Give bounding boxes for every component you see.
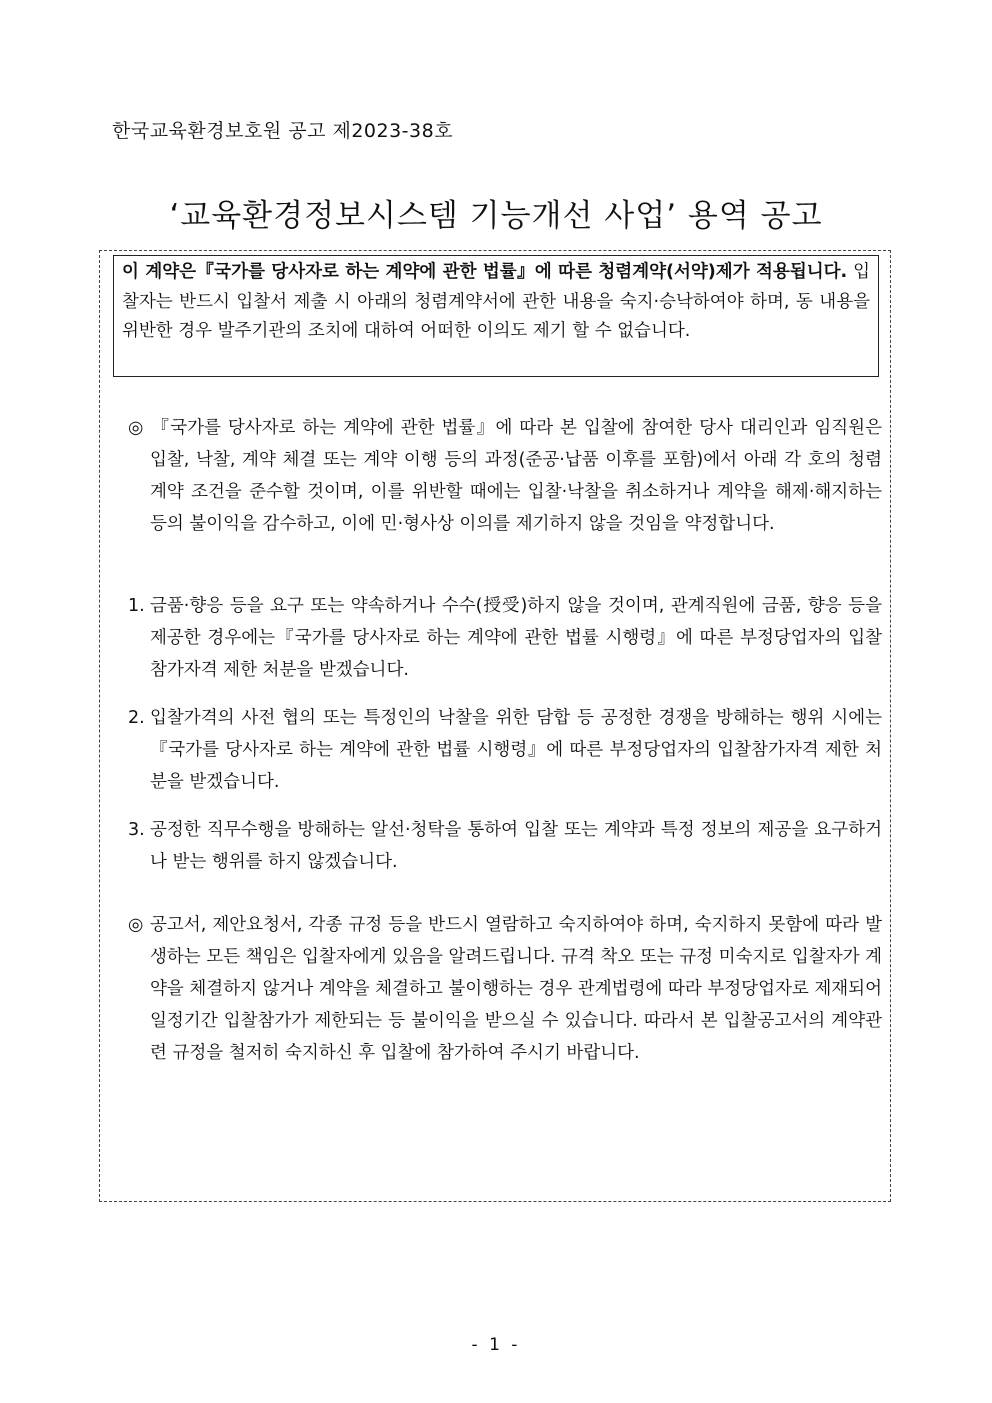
page-number: - 1 -: [471, 1335, 521, 1355]
double-circle-icon: ◎: [128, 915, 144, 935]
clause-text-3: 공정한 직무수행을 방해하는 알선·청탁을 통하여 입찰 또는 계약과 특정 정보의 제공을 요구하거나 받는 행위를 하지 않겠습니다.: [150, 820, 882, 872]
notice-number: 한국교육환경보호원 공고 제2023-38호: [112, 120, 454, 142]
integrity-notice-bold-text: 이 계약은『국가를 당사자로 하는 계약에 관한 법률』에 따른 청렴계약(서약)제가 적용됩니다.: [122, 262, 848, 282]
intro-paragraph: [128, 412, 882, 540]
clause-item-3: [128, 814, 882, 878]
clause-number-3: 3.: [128, 820, 145, 840]
clause-text-2: 입찰가격의 사전 협의 또는 특정인의 낙찰을 위한 담합 등 공정한 경쟁을 방해하는 행위 시에는『국가를 당사자로 하는 계약에 관한 법률 시행령』에 따른 부정당업자의 입찰참가자격 제한 처분을 받겠습니다.: [150, 708, 882, 792]
double-circle-icon: ◎: [128, 418, 144, 438]
clause-number-2: 2.: [128, 708, 145, 728]
closing-paragraph: [128, 909, 882, 1069]
integrity-notice-box: [113, 255, 879, 377]
intro-text: 『국가를 당사자로 하는 계약에 관한 법률』에 따라 본 입찰에 참여한 당사 대리인과 임직원은 입찰, 낙찰, 계약 체결 또는 계약 이행 등의 과정(준공·납품 이후를 포함)에서 아래 각 호의 청렴계약 조건을 준수할 것이며, 이를 위반할 때에는 입찰·낙찰을 취소하거나 계약을 해제·해지하는 등의 불이익을 감수하고, 이에 민·형사상 이의를 제기하지 않을 것임을 약정합니다.: [150, 418, 882, 534]
clause-item-1: [128, 590, 882, 686]
integrity-notice-text: 입찰자는 반드시 입찰서 제출 시 아래의 청렴계약서에 관한 내용을 숙지·승낙하여야 하며, 동 내용을 위반한 경우 발주기관의 조치에 대하여 어떠한 이의도 제기 할 수 없습니다.: [122, 262, 871, 341]
clause-item-2: [128, 702, 882, 798]
page-title: ‘교육환경정보시스템 기능개선 사업’ 용역 공고: [169, 198, 823, 234]
clause-number-1: 1.: [128, 596, 145, 616]
closing-text: 공고서, 제안요청서, 각종 규정 등을 반드시 열람하고 숙지하여야 하며, 숙지하지 못함에 따라 발생하는 모든 책임은 입찰자에게 있음을 알려드립니다. 규격 착오 또는 규정 미숙지로 입찰자가 계약을 체결하지 않거나 계약을 체결하고 불이행하는 경우 관계법령에 따라 부정당업자로 제재되어 일정기간 입찰참가가 제한되는 등 불이익을 받으실 수 있습니다. 따라서 본 입찰공고서의 계약관련 규정을 철저히 숙지하신 후 입찰에 참가하여 주시기 바랍니다.: [150, 915, 883, 1063]
clause-text-1: 금품·향응 등을 요구 또는 약속하거나 수수(授受)하지 않을 것이며, 관계직원에 금품, 향응 등을 제공한 경우에는『국가를 당사자로 하는 계약에 관한 법률 시행령』에 따른 부정당업자의 입찰참가자격 제한 처분을 받겠습니다.: [150, 596, 882, 680]
